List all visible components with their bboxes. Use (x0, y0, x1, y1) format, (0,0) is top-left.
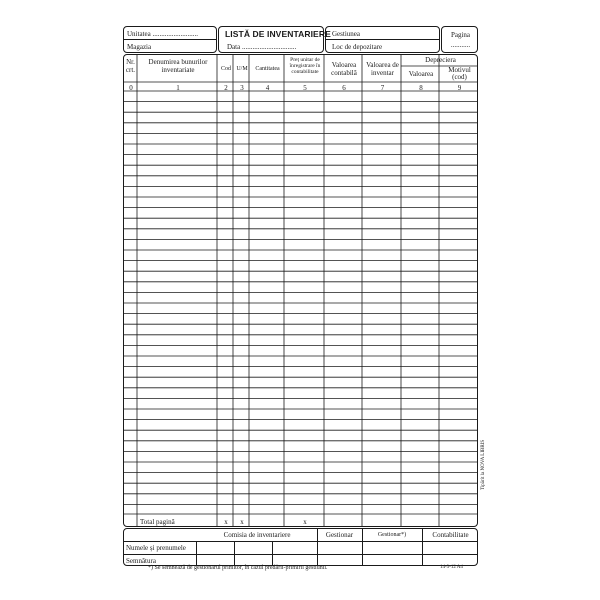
col-header-denumirea: Denumirea bunurilor inventariate (148, 58, 208, 74)
title-box (218, 26, 331, 53)
column-number-1: 1 (176, 84, 180, 92)
col-header-cantitatea: Cantitatea (255, 66, 280, 72)
column-number-7: 7 (380, 84, 385, 92)
column-number-0: 0 (129, 84, 133, 92)
pagina-label: Pagina (450, 31, 471, 39)
table-grid (123, 54, 478, 527)
signature-table (123, 528, 478, 566)
data-label: Data ............................... (227, 43, 297, 51)
total-mark-cod: x (224, 518, 228, 526)
column-number-8: 8 (419, 84, 423, 92)
comisia-label: Comisia de inventariere (223, 531, 291, 539)
contabilitate-label: Contabilitate (432, 531, 469, 539)
total-mark-pret: x (303, 518, 307, 526)
total-pagina-label: Total pagină (140, 518, 175, 526)
magazia-label: Magazia (127, 43, 152, 51)
col-header-um: U/M (236, 66, 248, 72)
loc-depozitare-label: Loc de depozitare (332, 43, 383, 51)
column-number-5: 5 (303, 84, 307, 92)
gestionar-star-label: Gestionar*) (377, 532, 407, 538)
column-number-2: 2 (224, 84, 228, 92)
numele-label: Numele și prenumele (126, 544, 186, 552)
column-number-9: 9 (457, 84, 462, 92)
gestiunea-label: Gestiunea (332, 30, 360, 38)
semnatura-label: Semnătura (126, 557, 156, 565)
inventory-form (123, 26, 478, 565)
column-number-6: 6 (342, 84, 346, 92)
col-header-pret: Preț unitar de înregistrare în contabilitate (289, 57, 321, 75)
total-mark-um: x (240, 518, 244, 526)
column-number-3: 3 (240, 84, 244, 92)
col-header-val-contabila: Valoarea contabilă (331, 61, 357, 77)
printer-credit: Tipărit la NOVA LIBRIS (481, 439, 486, 490)
inventory-table (123, 54, 478, 527)
pagina-dots: ........... (450, 41, 471, 49)
gestionar-label: Gestionar (325, 531, 354, 539)
col-header-val-inventar: Valoarea de inventar (366, 61, 399, 77)
form-title: LISTĂ DE INVENTARIERE (225, 29, 331, 39)
col-header-nr: Nr. crt. (125, 58, 136, 74)
col-header-cod: Cod (220, 66, 231, 72)
column-number-4: 4 (265, 84, 270, 92)
footnote: *) Se semnează de gestionarul primitor, în cazul predării-primirii gestiunii. (148, 565, 328, 571)
col-header-depreciera: Depreciera (425, 56, 456, 64)
col-header-valoarea: Valoarea (408, 70, 434, 78)
form-code: 14-3-12 A4 (440, 565, 463, 570)
unitatea-label: Unitatea .......................... (127, 30, 198, 38)
col-header-motivul: Motivul (cod) (448, 66, 471, 81)
pagina-box (441, 26, 478, 53)
